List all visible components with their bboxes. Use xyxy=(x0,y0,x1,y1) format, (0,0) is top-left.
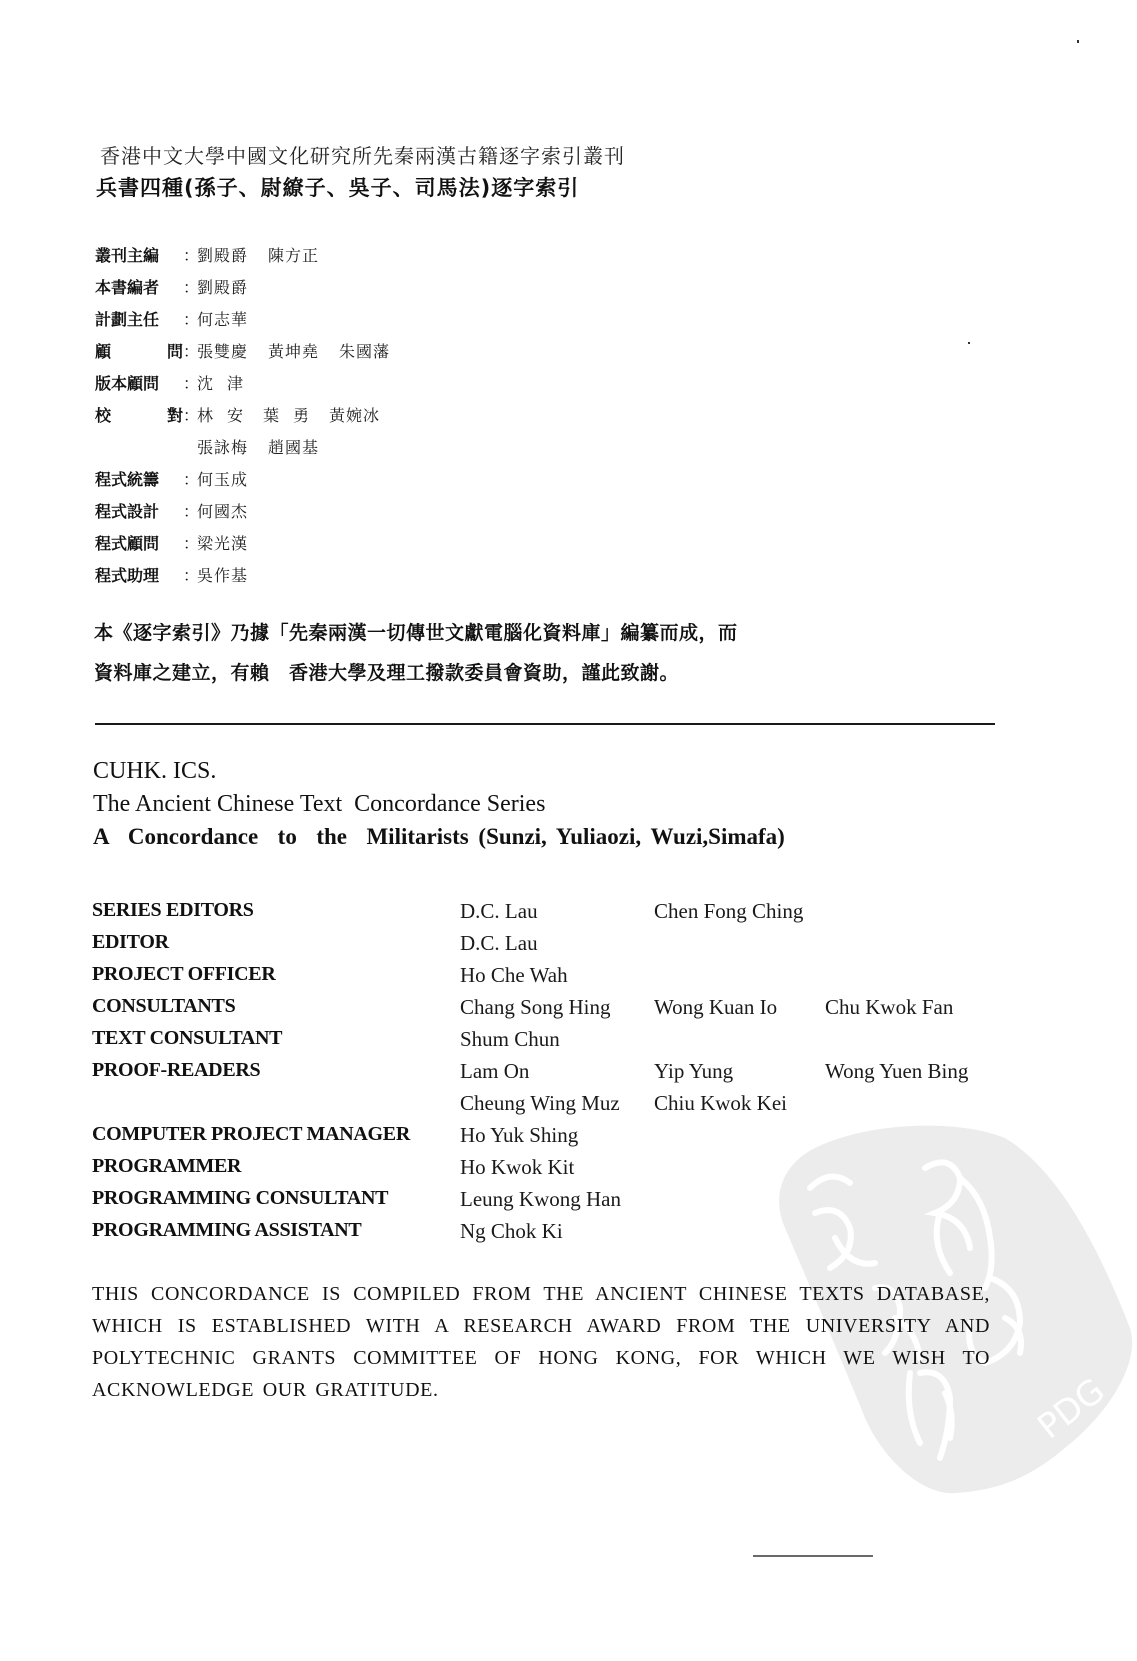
bottom-rule xyxy=(753,1555,873,1557)
acknowledgement-en: THIS CONCORDANCE IS COMPILED FROM THE ANCIENT CHINESE TEXTS DATABASE, WHICH IS ESTABLISHED WITH A RESEARCH AWARD FROM THE UNIVERSITY AND POLYTECHNIC GRANTS COMMITTEE OF HONG KONG, FOR WHICH WE WISH TO ACKNOWLEDGE OUR GRATITUDE. xyxy=(92,1283,990,1401)
credit-label: PROGRAMMING CONSULTANT xyxy=(92,1187,389,1209)
credit-row-zh: 校 對 ： 林安 葉勇 黃婉冰 xyxy=(95,398,410,430)
credit-name: D.C. Lau xyxy=(460,931,538,955)
credit-row-zh: 程式顧問 ： 梁光漢 xyxy=(95,526,410,558)
credit-name: 何志華 xyxy=(197,309,249,329)
credit-row-zh: 程式統籌 ： 何玉成 xyxy=(95,462,410,494)
credit-name: Ng Chok Ki xyxy=(460,1219,563,1243)
credit-row-zh: 本書編者 ： 劉殿爵 xyxy=(95,270,410,302)
credit-row-zh: 叢刊主編 ： 劉殿爵 陳方正 xyxy=(95,238,410,270)
credit-name: 趙國基 xyxy=(268,437,320,457)
credit-name: Lam On xyxy=(460,1059,530,1083)
credit-name: 吳作基 xyxy=(197,565,249,585)
credit-name: Yip Yung xyxy=(654,1059,734,1083)
credit-name: Cheung Wing Muz xyxy=(460,1091,620,1115)
credit-label: PROGRAMMER xyxy=(92,1155,242,1177)
credit-label: EDITOR xyxy=(92,931,169,953)
credit-label: PROOF-READERS xyxy=(92,1059,261,1081)
acknowledgement-zh-line2: 資料庫之建立，有賴 香港大學及理工撥款委員會資助，謹此致謝。 xyxy=(94,662,680,684)
credit-name: 何國杰 xyxy=(197,501,249,521)
credits-list-zh xyxy=(95,238,410,590)
credit-label: SERIES EDITORS xyxy=(92,899,254,921)
credit-label: COMPUTER PROJECT MANAGER xyxy=(92,1123,410,1145)
credit-name: Wong Yuen Bing xyxy=(825,1059,969,1083)
credit-name: Ho Kwok Kit xyxy=(460,1155,575,1179)
credit-label: CONSULTANTS xyxy=(92,995,236,1017)
credit-name: 張雙慶 xyxy=(197,341,249,361)
book-title-zh: 兵書四種(孫子、尉繚子、吳子、司馬法)逐字索引 xyxy=(96,176,580,200)
credit-name: 張詠梅 xyxy=(197,437,249,457)
credit-name: Leung Kwong Han xyxy=(460,1187,621,1211)
credit-name: Chiu Kwok Kei xyxy=(654,1091,787,1115)
credit-name: 劉殿爵 xyxy=(197,277,249,297)
credit-row-zh xyxy=(95,430,410,462)
credit-name: 黃婉冰 xyxy=(329,405,381,425)
credit-name: 葉勇 xyxy=(263,405,324,425)
credit-name: Shum Chun xyxy=(460,1027,560,1051)
credit-label: 本書編者 xyxy=(95,277,160,297)
scan-speck xyxy=(968,342,970,344)
credit-name: Wong Kuan Io xyxy=(654,995,778,1019)
credit-label: 叢刊主編 xyxy=(95,245,160,265)
credit-row-zh: 程式助理 ： 吳作基 xyxy=(95,558,410,590)
credit-label: 校 對 xyxy=(95,405,183,425)
credit-label: PROGRAMMING ASSISTANT xyxy=(92,1219,362,1241)
credit-label: 程式助理 xyxy=(95,565,160,585)
acknowledgement-zh-line1: 本《逐字索引》乃據「先秦兩漢一切傳世文獻電腦化資料庫」編纂而成，而 xyxy=(94,622,738,644)
credit-label: PROJECT OFFICER xyxy=(92,963,276,985)
credit-name: 劉殿爵 xyxy=(197,245,249,265)
series-title-zh: 香港中文大學中國文化研究所先秦兩漢古籍逐字索引叢刊 xyxy=(100,144,625,168)
credit-row-zh: 版本顧問 ： 沈津 xyxy=(95,366,410,398)
credit-name: 朱國藩 xyxy=(339,341,391,361)
credit-name: D.C. Lau xyxy=(460,899,538,923)
credit-label: 程式統籌 xyxy=(95,469,160,489)
publisher-en: CUHK. ICS. xyxy=(93,758,217,784)
credit-name: Ho Che Wah xyxy=(460,963,568,987)
credit-row-zh: 程式設計 ： 何國杰 xyxy=(95,494,410,526)
credit-label: TEXT CONSULTANT xyxy=(92,1027,283,1049)
credit-label: 程式顧問 xyxy=(95,533,160,553)
credit-name: Chen Fong Ching xyxy=(654,899,804,923)
credit-label: 計劃主任 xyxy=(95,309,160,329)
credit-label: 顧 問 xyxy=(95,341,183,361)
book-title-en: A Concordance to the Militarists (Sunzi, Yuliaozi, Wuzi,Simafa) xyxy=(93,824,785,849)
watermark-text: PDG xyxy=(1030,1370,1113,1448)
scan-speck xyxy=(1077,40,1079,43)
credit-row-zh: 計劃主任 ： 何志華 xyxy=(95,302,410,334)
credit-name: 陳方正 xyxy=(268,245,320,265)
series-title-en: The Ancient Chinese Text Concordance Series xyxy=(93,791,546,817)
credit-name: Chu Kwok Fan xyxy=(825,995,954,1019)
credit-name: 何玉成 xyxy=(197,469,249,489)
credit-row-zh: 顧 問 ： 張雙慶 黃坤堯 朱國藩 xyxy=(95,334,410,366)
credit-name: Chang Song Hing xyxy=(460,995,611,1019)
credit-name: 林安 xyxy=(197,405,258,425)
credit-name: 黃坤堯 xyxy=(268,341,320,361)
credit-label: 程式設計 xyxy=(95,501,160,521)
credit-label: 版本顧問 xyxy=(95,373,160,393)
credit-name: 梁光漢 xyxy=(197,533,249,553)
section-divider xyxy=(95,723,995,725)
credit-name: 沈津 xyxy=(197,373,258,393)
credit-name: Ho Yuk Shing xyxy=(460,1123,579,1147)
